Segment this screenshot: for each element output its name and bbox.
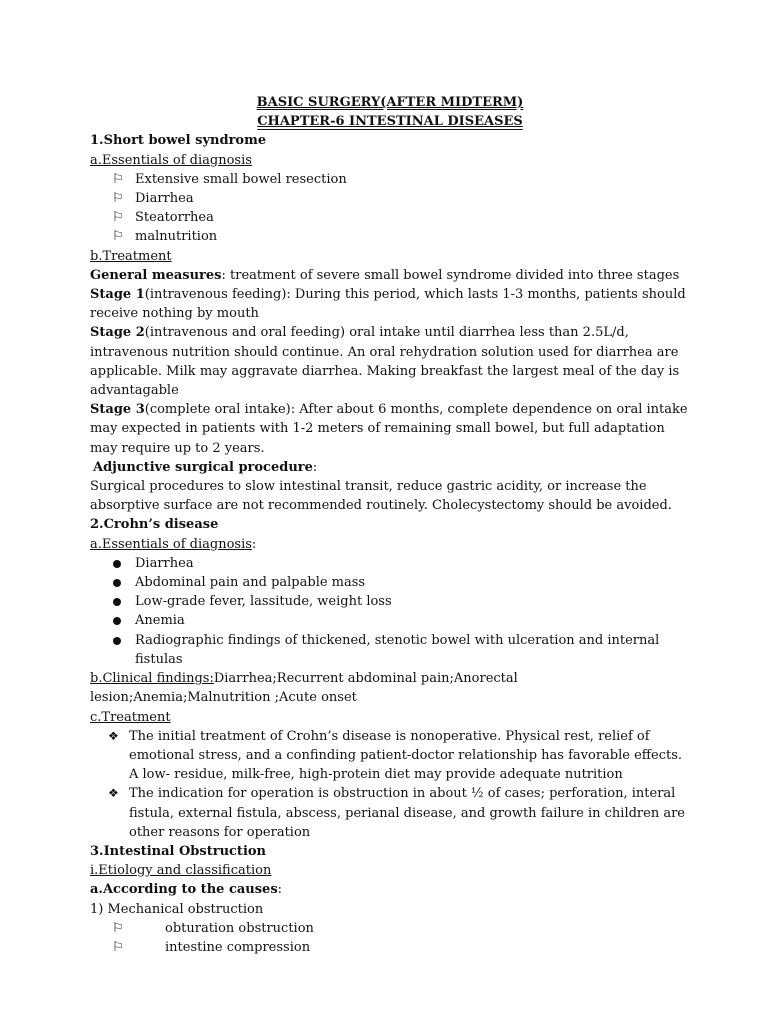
list-item: ⚐ Extensive small bowel resection [90, 170, 690, 189]
essentials-label: a.Essentials of diagnosis [90, 152, 252, 168]
diamond-bullet-icon: ❖ [108, 786, 119, 801]
list-item: ⚐ intestine compression [90, 938, 690, 957]
flag-icon: ⚐ [112, 191, 124, 207]
adjunctive-heading: Adjunctive surgical procedure: [93, 459, 318, 475]
clinical-findings: b.Clinical findings:Diarrhea;Recurrent abdominal pain;Anorectal lesion;Anemia;Malnutrition ;Acute onset [90, 671, 518, 706]
stage-2: Stage 2(intravenous and oral feeding) oral intake until diarrhea less than 2.5L/d, intravenous nutrition should continue. An oral rehydration solution used for diarrhea are applicable. Milk may aggravate diarrhea. Making breakfast the largest meal of the day is advantagable [90, 325, 680, 399]
adjunctive-text: Surgical procedures to slow intestinal transit, reduce gastric acidity, or increase the absorptive surface are not recommended routinely. Cholecystectomy should be avoided. [90, 479, 672, 514]
list-item: Radiographic findings of thickened, stenotic bowel with ulceration and internal fistulas [90, 631, 690, 669]
stage-3: Stage 3(complete oral intake): After about 6 months, complete dependence on oral intake may expected in patients with 1-2 meters of remaining small bowel, but full adaptation may require up to 2 years. [90, 402, 688, 456]
crohn-essentials-label: a.Essentials of diagnosis: [90, 536, 257, 552]
bullet-icon [113, 617, 121, 625]
diamond-bullet-icon: ❖ [108, 728, 119, 743]
list-item: ⚐ obturation obstruction [90, 919, 690, 938]
flag-icon: ⚐ [112, 210, 124, 226]
document-page [90, 93, 690, 957]
treatment-label: b.Treatment [90, 248, 172, 264]
bullet-icon [113, 598, 121, 606]
flag-icon: ⚐ [112, 229, 124, 245]
crohn-treatment-label: c.Treatment [90, 709, 171, 725]
crohn-treatment-list [90, 727, 690, 842]
mechanical-obstruction: 1) Mechanical obstruction [90, 901, 264, 917]
list-item: Diarrhea [90, 554, 690, 573]
causes-label: a.According to the causes: [90, 882, 283, 898]
stage-1: Stage 1(intravenous feeding): During this period, which lasts 1-3 months, patients should receive nothing by mouth [90, 287, 686, 322]
crohn-essentials-list [90, 554, 690, 669]
list-item: ⚐ Steatorrhea [90, 208, 690, 227]
section-heading-obstruction: 3.Intestinal Obstruction [90, 843, 267, 859]
document-title: BASIC SURGERY(AFTER MIDTERM) [256, 95, 524, 110]
flag-icon: ⚐ [112, 171, 124, 187]
list-item: ⚐ malnutrition [90, 227, 690, 246]
general-measures: General measures: treatment of severe small bowel syndrome divided into three stages [90, 267, 680, 283]
essentials-list [90, 170, 690, 247]
flag-icon: ⚐ [112, 920, 124, 936]
etiology-label: i.Etiology and classification [90, 863, 272, 879]
list-item: ⚐ Diarrhea [90, 189, 690, 208]
bullet-icon [113, 579, 121, 587]
list-item: ❖ The indication for operation is obstruction in about ½ of cases; perforation, interal fistula, external fistula, abscess, perianal disease, and growth failure in children are other reasons for operation [108, 786, 686, 840]
list-item: ❖ The initial treatment of Crohn’s disease is nonoperative. Physical rest, relief of emotional stress, and a confinding patient-doctor relationship has favorable effects. A low- residue, milk-free, high-protein diet may provide adequate nutrition [108, 728, 683, 783]
flag-icon: ⚐ [112, 939, 124, 955]
list-item: Abdominal pain and palpable mass [90, 573, 690, 592]
chapter-title: CHAPTER-6 INTESTINAL DISEASES [257, 114, 523, 130]
section-heading-short-bowel: 1.Short bowel syndrome [90, 133, 267, 149]
obstruction-list [90, 919, 690, 957]
bullet-icon [113, 637, 121, 645]
bullet-icon [113, 560, 121, 568]
section-heading-crohn: 2.Crohn’s disease [90, 517, 219, 533]
list-item: Low-grade fever, lassitude, weight loss [90, 592, 690, 611]
list-item: Anemia [90, 611, 690, 630]
